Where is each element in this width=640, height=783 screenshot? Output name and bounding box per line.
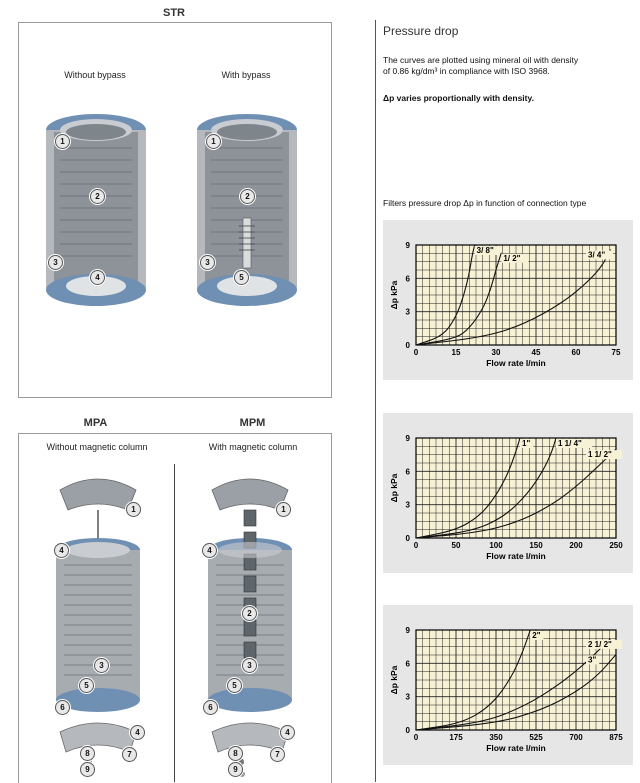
callout-mpa-6: 6 [55, 700, 70, 715]
x-tick-label: 0 [413, 348, 419, 357]
callout-mpm-5: 5 [227, 678, 242, 693]
pressure-chart-3 [383, 605, 633, 765]
x-tick-label: 875 [609, 733, 623, 742]
y-tick-label: 0 [405, 534, 410, 543]
callout-str-right-1: 1 [206, 134, 221, 149]
callout-mpa-3: 3 [94, 658, 109, 673]
y-tick-label: 3 [405, 307, 410, 317]
callout-mpa-1: 1 [126, 502, 141, 517]
callout-mpa-7: 7 [122, 747, 137, 762]
x-tick-label: 200 [569, 541, 583, 550]
x-tick-label: 30 [491, 348, 501, 357]
pressure-para-line1: The curves are plotted using mineral oil with density [383, 55, 579, 65]
mpm-caption: With magnetic column [208, 442, 298, 452]
callout-mpm-7: 7 [270, 747, 285, 762]
x-tick-label: 700 [569, 733, 583, 742]
series-label: 2 1/ 2" [588, 639, 612, 649]
y-tick-label: 9 [405, 626, 410, 635]
mpa-mpm-divider [174, 464, 175, 782]
x-axis-label: Flow rate l/min [486, 358, 546, 368]
str-caption-without-bypass: Without bypass [64, 70, 126, 80]
chart-panel-3 [383, 605, 633, 765]
callout-mpm-4-bottom: 4 [280, 725, 295, 740]
callout-mpa-9: 9 [80, 762, 95, 777]
y-tick-label: 0 [405, 726, 410, 735]
callout-mpm-1: 1 [276, 502, 291, 517]
callout-str-right-2: 2 [240, 189, 255, 204]
series-label: 3/ 4" [588, 250, 606, 260]
x-tick-label: 15 [451, 348, 461, 357]
series-label: 1/ 2" [503, 253, 521, 263]
x-tick-label: 525 [529, 733, 543, 742]
series-label: 1" [522, 439, 531, 448]
y-axis-label: Δp kPa [389, 280, 399, 310]
x-axis-label: Flow rate l/min [486, 551, 546, 561]
x-tick-label: 75 [611, 348, 621, 357]
mpa-caption: Without magnetic column [46, 442, 148, 452]
series-label: 2" [532, 631, 541, 640]
x-tick-label: 150 [529, 541, 543, 550]
x-tick-label: 0 [413, 541, 419, 550]
chart-panel-1 [383, 220, 633, 380]
chart-panel-2 [383, 413, 633, 573]
mpa-title: MPA [83, 417, 108, 429]
y-tick-label: 0 [405, 341, 410, 350]
x-tick-label: 350 [489, 733, 503, 742]
charts-intro: Filters pressure drop Δp in function of connection type [383, 198, 587, 208]
pressure-chart-1 [383, 220, 633, 380]
callout-str-right-5: 5 [234, 270, 249, 285]
y-tick-label: 3 [405, 500, 410, 510]
density-note: Δp varies proportionally with density. [383, 93, 534, 103]
callout-mpa-4-top: 4 [54, 543, 69, 558]
x-tick-label: 250 [609, 541, 623, 550]
y-tick-label: 3 [405, 692, 410, 702]
column-divider [375, 20, 376, 782]
x-tick-label: 50 [451, 541, 461, 550]
x-tick-label: 175 [449, 733, 463, 742]
x-tick-label: 60 [571, 348, 581, 357]
y-axis-label: Δp kPa [389, 665, 399, 695]
y-tick-label: 9 [405, 434, 410, 443]
y-axis-label: Δp kPa [389, 473, 399, 503]
x-axis-label: Flow rate l/min [486, 743, 546, 753]
x-tick-label: 0 [413, 733, 419, 742]
callout-mpa-8: 8 [80, 746, 95, 761]
str-caption-with-bypass: With bypass [221, 70, 271, 80]
pressure-drop-heading: Pressure drop [383, 24, 459, 38]
y-tick-label: 6 [405, 467, 410, 477]
series-label: 1 1/ 2" [588, 450, 612, 460]
str-title: STR [163, 7, 185, 19]
callout-str-left-1: 1 [55, 134, 70, 149]
mpm-title: MPM [239, 417, 266, 429]
callout-mpm-6: 6 [203, 700, 218, 715]
series-label: 3" [588, 655, 597, 665]
callout-str-left-3: 3 [48, 255, 63, 270]
callout-mpm-4-top: 4 [202, 543, 217, 558]
y-tick-label: 6 [405, 274, 410, 284]
callout-mpm-8: 8 [228, 746, 243, 761]
y-tick-label: 6 [405, 659, 410, 669]
callout-mpm-9: 9 [228, 762, 243, 777]
callout-mpa-4-bottom: 4 [130, 725, 145, 740]
pressure-para-line2: of 0.86 kg/dm³ in compliance with ISO 3968. [383, 66, 550, 76]
x-tick-label: 100 [489, 541, 503, 550]
callout-mpm-3: 3 [242, 658, 257, 673]
callout-str-left-4: 4 [90, 270, 105, 285]
series-label: 3/ 8" [476, 246, 494, 255]
callout-mpa-5: 5 [79, 678, 94, 693]
callout-str-left-2: 2 [90, 189, 105, 204]
x-tick-label: 45 [531, 348, 541, 357]
callout-mpm-2: 2 [242, 606, 257, 621]
y-tick-label: 9 [405, 241, 410, 250]
callout-str-right-3: 3 [200, 255, 215, 270]
series-label: 1 1/ 4" [558, 439, 582, 448]
pressure-chart-2 [383, 413, 633, 573]
